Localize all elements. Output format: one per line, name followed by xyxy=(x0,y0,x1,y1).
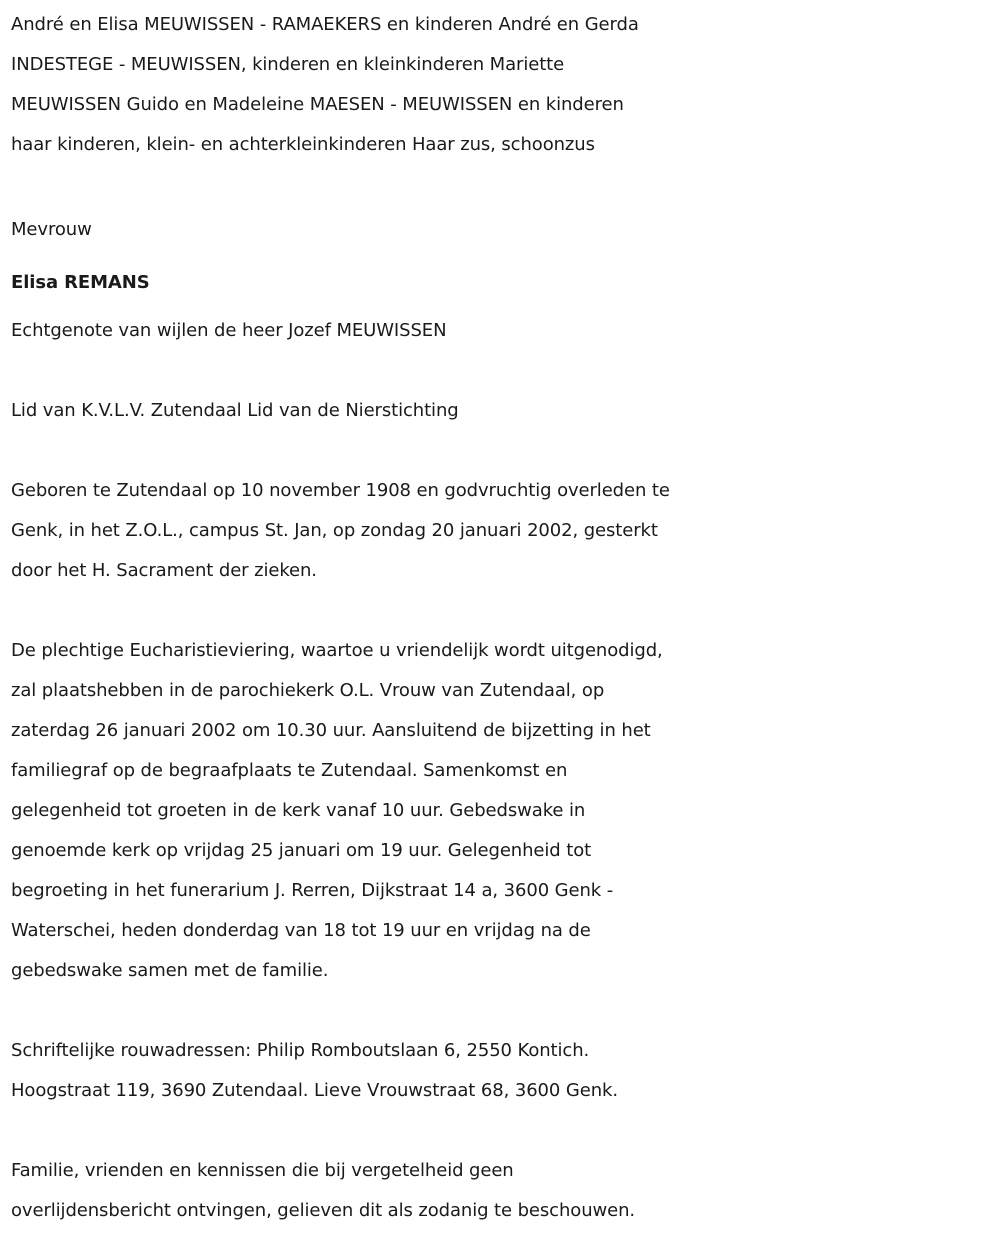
address-line: Hoogstraat 119, 3690 Zutendaal. Lieve Vrouwstraat 68, 3600 Genk. xyxy=(11,1080,618,1101)
birth-death-block xyxy=(11,471,1000,591)
birth-death-line: Genk, in het Z.O.L., campus St. Jan, op zondag 20 januari 2002, gesterkt xyxy=(11,520,658,541)
closing-line: Familie, vrienden en kennissen die bij vergetelheid geen xyxy=(11,1160,514,1181)
ceremony-line: Waterschei, heden donderdag van 18 tot 19 uur en vrijdag na de xyxy=(11,920,591,941)
deceased-name: Elisa REMANS xyxy=(11,272,150,293)
family-line: INDESTEGE - MEUWISSEN, kinderen en kleinkinderen Mariette xyxy=(11,54,565,75)
address-line: Schriftelijke rouwadressen: Philip Romboutslaan 6, 2550 Kontich. xyxy=(11,1040,590,1061)
ceremony-line: zal plaatshebben in de parochiekerk O.L. Vrouw van Zutendaal, op xyxy=(11,680,605,701)
ceremony-line: gelegenheid tot groeten in de kerk vanaf 10 uur. Gebedswake in xyxy=(11,800,586,821)
family-line: André en Elisa MEUWISSEN - RAMAEKERS en kinderen André en Gerda xyxy=(11,14,639,35)
deceased-block xyxy=(11,205,1000,351)
memberships-block xyxy=(11,391,1000,431)
ceremony-line: De plechtige Eucharistieviering, waartoe u vriendelijk wordt uitgenodigd, xyxy=(11,640,663,661)
deceased-title: Mevrouw xyxy=(11,219,92,240)
closing-block xyxy=(11,1151,1000,1231)
spacer xyxy=(11,591,1000,631)
ceremony-line: gebedswake samen met de familie. xyxy=(11,960,329,981)
memberships-text: Lid van K.V.L.V. Zutendaal Lid van de Nierstichting xyxy=(11,400,459,421)
addresses-block xyxy=(11,1031,1000,1111)
deceased-spouse: Echtgenote van wijlen de heer Jozef MEUWISSEN xyxy=(11,320,447,341)
family-header xyxy=(11,5,1000,165)
ceremony-line: familiegraf op de begraafplaats te Zutendaal. Samenkomst en xyxy=(11,760,568,781)
birth-death-line: Geboren te Zutendaal op 10 november 1908 en godvruchtig overleden te xyxy=(11,480,670,501)
spacer xyxy=(11,1111,1000,1151)
closing-line: overlijdensbericht ontvingen, gelieven dit als zodanig te beschouwen. xyxy=(11,1200,636,1221)
ceremony-line: begroeting in het funerarium J. Rerren, Dijkstraat 14 a, 3600 Genk - xyxy=(11,880,614,901)
ceremony-line: genoemde kerk op vrijdag 25 januari om 19 uur. Gelegenheid tot xyxy=(11,840,592,861)
spacer xyxy=(11,991,1000,1031)
spacer xyxy=(11,165,1000,205)
spacer xyxy=(11,431,1000,471)
family-line: MEUWISSEN Guido en Madeleine MAESEN - MEUWISSEN en kinderen xyxy=(11,94,624,115)
spacer xyxy=(11,351,1000,391)
ceremony-line: zaterdag 26 januari 2002 om 10.30 uur. Aansluitend de bijzetting in het xyxy=(11,720,651,741)
birth-death-line: door het H. Sacrament der zieken. xyxy=(11,560,317,581)
family-line: haar kinderen, klein- en achterkleinkinderen Haar zus, schoonzus xyxy=(11,134,595,155)
ceremony-block xyxy=(11,631,1000,991)
